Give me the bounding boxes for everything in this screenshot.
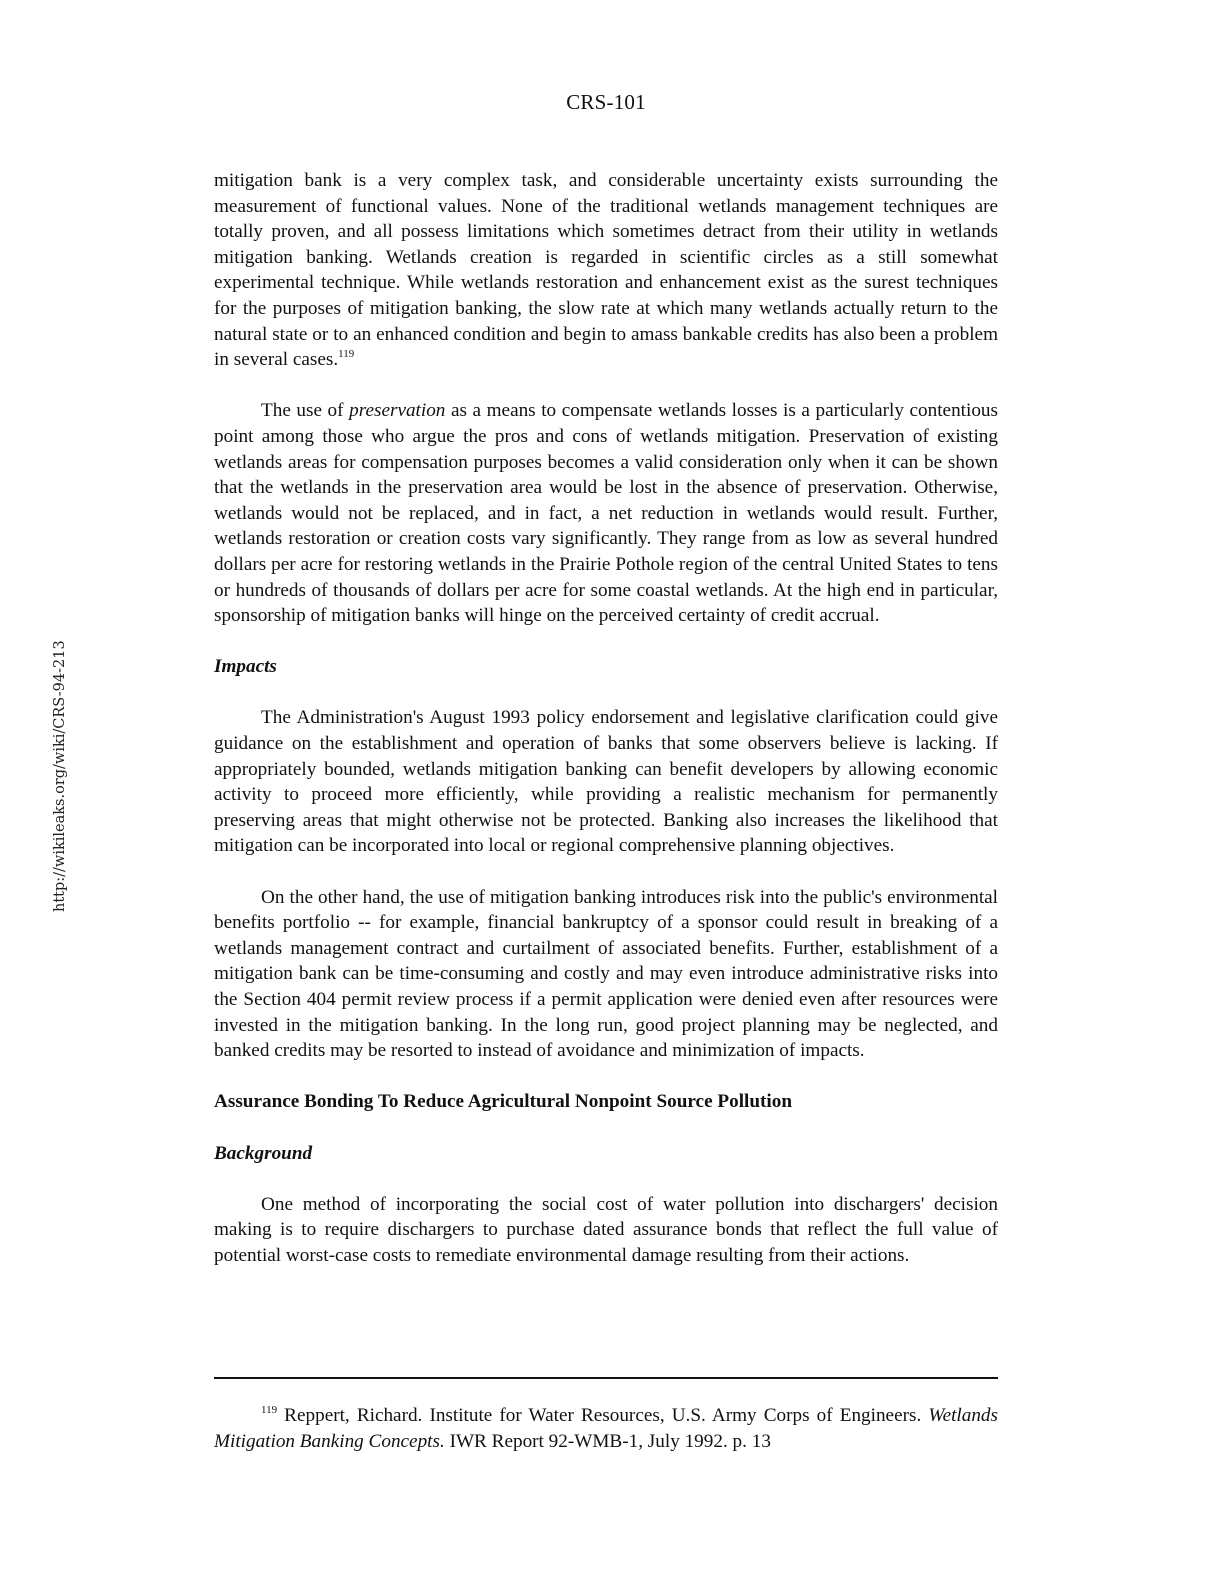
document-body bbox=[214, 168, 998, 1269]
page-number: CRS-101 bbox=[566, 90, 646, 114]
footnote-number: 119 bbox=[261, 1404, 278, 1416]
footnote-119 bbox=[214, 1403, 998, 1454]
heading-background: Background bbox=[214, 1142, 313, 1164]
paragraph-text: as a means to compensate wetlands losses is a particularly contentious point among those who argue the pros and cons of wetlands mitigation. Preservation of existing wetlands areas for compensation purposes becomes a valid consideration only when it can be shown that the wetlands in the preservation area would be lost in the absence of preservation. Otherwise, wetlands would not be replaced, and in fact, a net reduction in wetlands would result. Further, wetlands restoration or creation costs vary significantly. They range from as low as several hundred dollars per acre for restoring wetlands in the Prairie Pothole region of the central United States to tens or hundreds of thousands of dollars per acre for some coastal wetlands. At the high end in particular, sponsorship of mitigation banks will hinge on the perceived certainty of credit accrual. bbox=[214, 400, 998, 627]
paragraph-administration-policy: The Administration's August 1993 policy endorsement and legislative clarification could give guidance on the establishment and operation of banks that some observers believe is lacking. If appropriately bounded, wetlands mitigation banking can benefit developers by allowing economic activity to proceed more efficiently, while providing a realistic mechanism for permanently preserving areas that might otherwise not be protected. Banking also increases the likelihood that mitigation can be incorporated into local or regional comprehensive planning objectives. bbox=[214, 707, 998, 857]
footnote-text: IWR Report 92-WMB-1, July 1992. p. 13 bbox=[444, 1430, 771, 1452]
paragraph-risks: On the other hand, the use of mitigation banking introduces risk into the public's environmental benefits portfolio -- for example, financial bankruptcy of a sponsor could result in breaking of a wetlands management contract and curtailment of associated benefits. Further, establishment of a mitigation bank can be time-consuming and costly and may even introduce administrative risks into the Section 404 permit review process if a permit application were denied even after resources were invested in the mitigation banking. In the long run, good project planning may be neglected, and banked credits may be resorted to instead of avoidance and minimization of impacts. bbox=[214, 886, 998, 1062]
paragraph-assurance-bonds: One method of incorporating the social cost of water pollution into dischargers' decision making is to require dischargers to purchase dated assurance bonds that reflect the full value of potential worst-case costs to remediate environmental damage resulting from their actions. bbox=[214, 1193, 998, 1266]
heading-assurance-bonding: Assurance Bonding To Reduce Agricultural Nonpoint Source Pollution bbox=[214, 1091, 793, 1113]
paragraph-preservation bbox=[214, 398, 998, 628]
footnote-reference: 119 bbox=[338, 348, 355, 361]
footnote-section bbox=[214, 1403, 998, 1454]
emphasis-term: preservation bbox=[349, 400, 446, 422]
paragraph-text: The use of bbox=[261, 400, 350, 422]
footnote-divider bbox=[214, 1377, 998, 1379]
footnote-text: Reppert, Richard. Institute for Water Resources, U.S. Army Corps of Engineers. bbox=[277, 1405, 922, 1426]
heading-impacts: Impacts bbox=[214, 656, 277, 678]
paragraph-mitigation-complexity bbox=[214, 168, 998, 373]
side-margin-url: http://wikileaks.org/wiki/CRS-94-213 bbox=[52, 640, 68, 912]
footnote-title: Wetlands Mitigation Banking Concepts. bbox=[214, 1405, 998, 1452]
paragraph-text: mitigation bank is a very complex task, and considerable uncertainty exists surrounding the measurement of functional values. None of the traditional wetlands management techniques are totally proven, and all possess limitations which sometimes detract from their utility in wetlands mitigation banking. Wetlands creation is regarded in scientific circles as a still somewhat experimental technique. While wetlands restoration and enhancement exist as the surest techniques for the purposes of mitigation banking, the slow rate at which many wetlands actually return to the natural state or to an enhanced condition and begin to amass bankable credits has also been a problem in several cases. bbox=[214, 170, 998, 371]
